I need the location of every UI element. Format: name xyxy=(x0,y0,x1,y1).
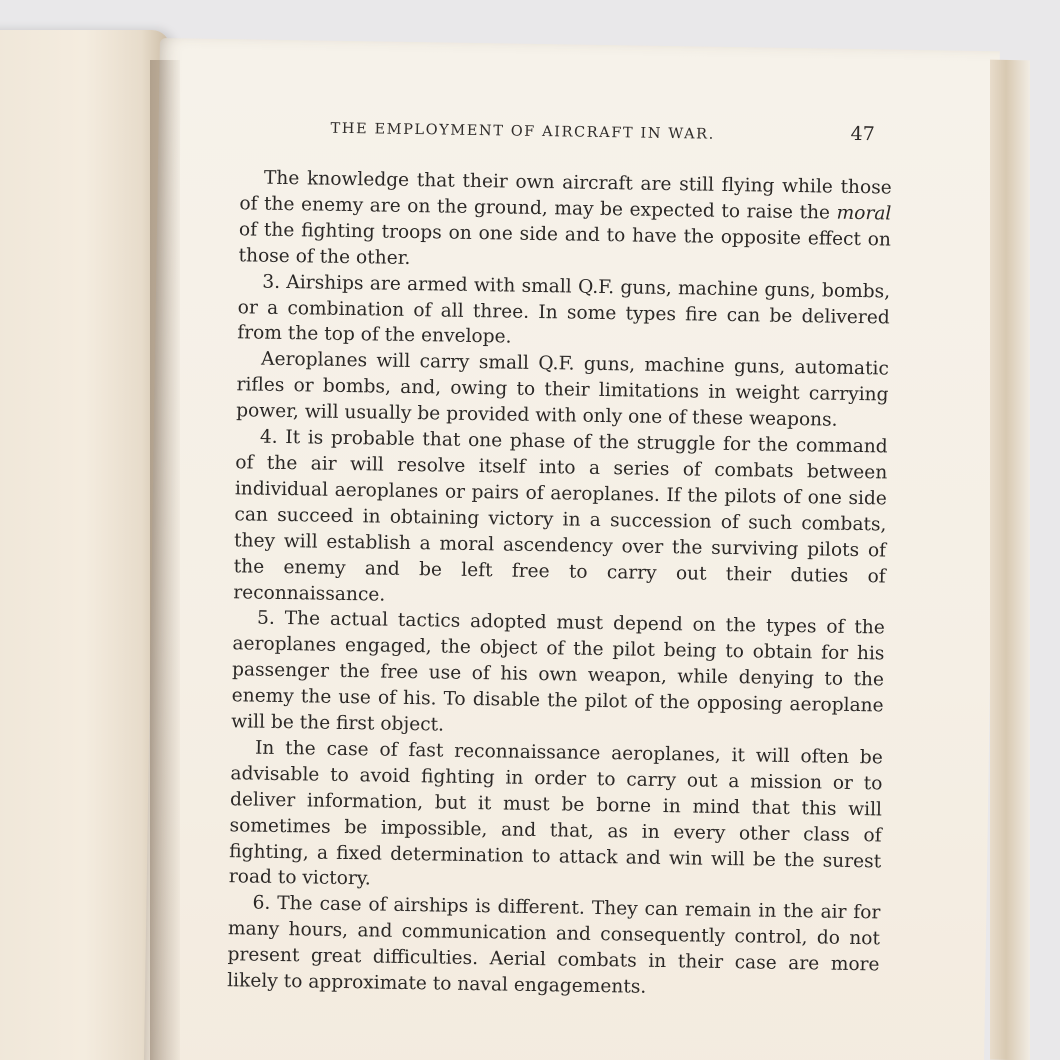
paragraph: In the case of fast reconnaissance aeroplanes, it will often be advisable to avoid fighting in order to carry out a mission or to deliver information, but it must be borne in mind that this will sometimes be impossible, and that, as in every other class of fighting, a fixed determination to attack and win will be the surest road to victory. xyxy=(228,737,883,890)
text-run: The knowledge that their own aircraft are still flying while those of the enemy are on the ground, may be expected to raise the xyxy=(239,167,892,224)
left-page xyxy=(0,30,170,1060)
page-edges xyxy=(990,60,1030,1060)
paragraph: 4. It is probable that one phase of the struggle for the command of the air will resolve itself into a series of combats between individual aeroplanes or pairs of aeroplanes. If the pilots of one side can succeed in obtaining victory in a succession of such combats, they will establish a moral ascendency over the surviving pilots of the enemy and be left free to carry out their duties of reconnaissance. xyxy=(233,426,888,606)
paragraph: Aeroplanes will carry small Q.F. guns, machine guns, automatic rifles or bombs, and, owing to their limitations in weight carrying power, will usually be provided with only one of these weapons. xyxy=(235,348,890,431)
text-run: of the fighting troops on one side and to have the opposite effect on those of the other. xyxy=(238,219,892,269)
book-gutter xyxy=(150,60,180,1060)
paragraph: 3. Airships are armed with small Q.F. guns, machine guns, bombs, or a combination of all three. In some types fire can be delivered from the top of the envelope. xyxy=(237,271,891,348)
italic-word: moral xyxy=(836,202,892,225)
paragraph: 5. The actual tactics adopted must depend on the types of the aeroplanes engaged, the object of the pilot being to obtain for his passenger the free use of his own weapon, while denying to the enemy the use of his. To disable the pilot of the opposing aeroplane will be the first object. xyxy=(231,608,885,736)
right-page xyxy=(144,38,1000,1060)
page-text xyxy=(227,165,892,1004)
paragraph xyxy=(238,165,892,279)
page-number: 47 xyxy=(850,122,875,146)
running-title: THE EMPLOYMENT OF AIRCRAFT IN WAR. xyxy=(330,120,715,143)
paragraph: 6. The case of airships is different. They can remain in the air for many hours, and communication and consequently control, do not present great difficulties. Aerial combats in their case are more likely to approximate to naval engagements. xyxy=(227,892,881,998)
